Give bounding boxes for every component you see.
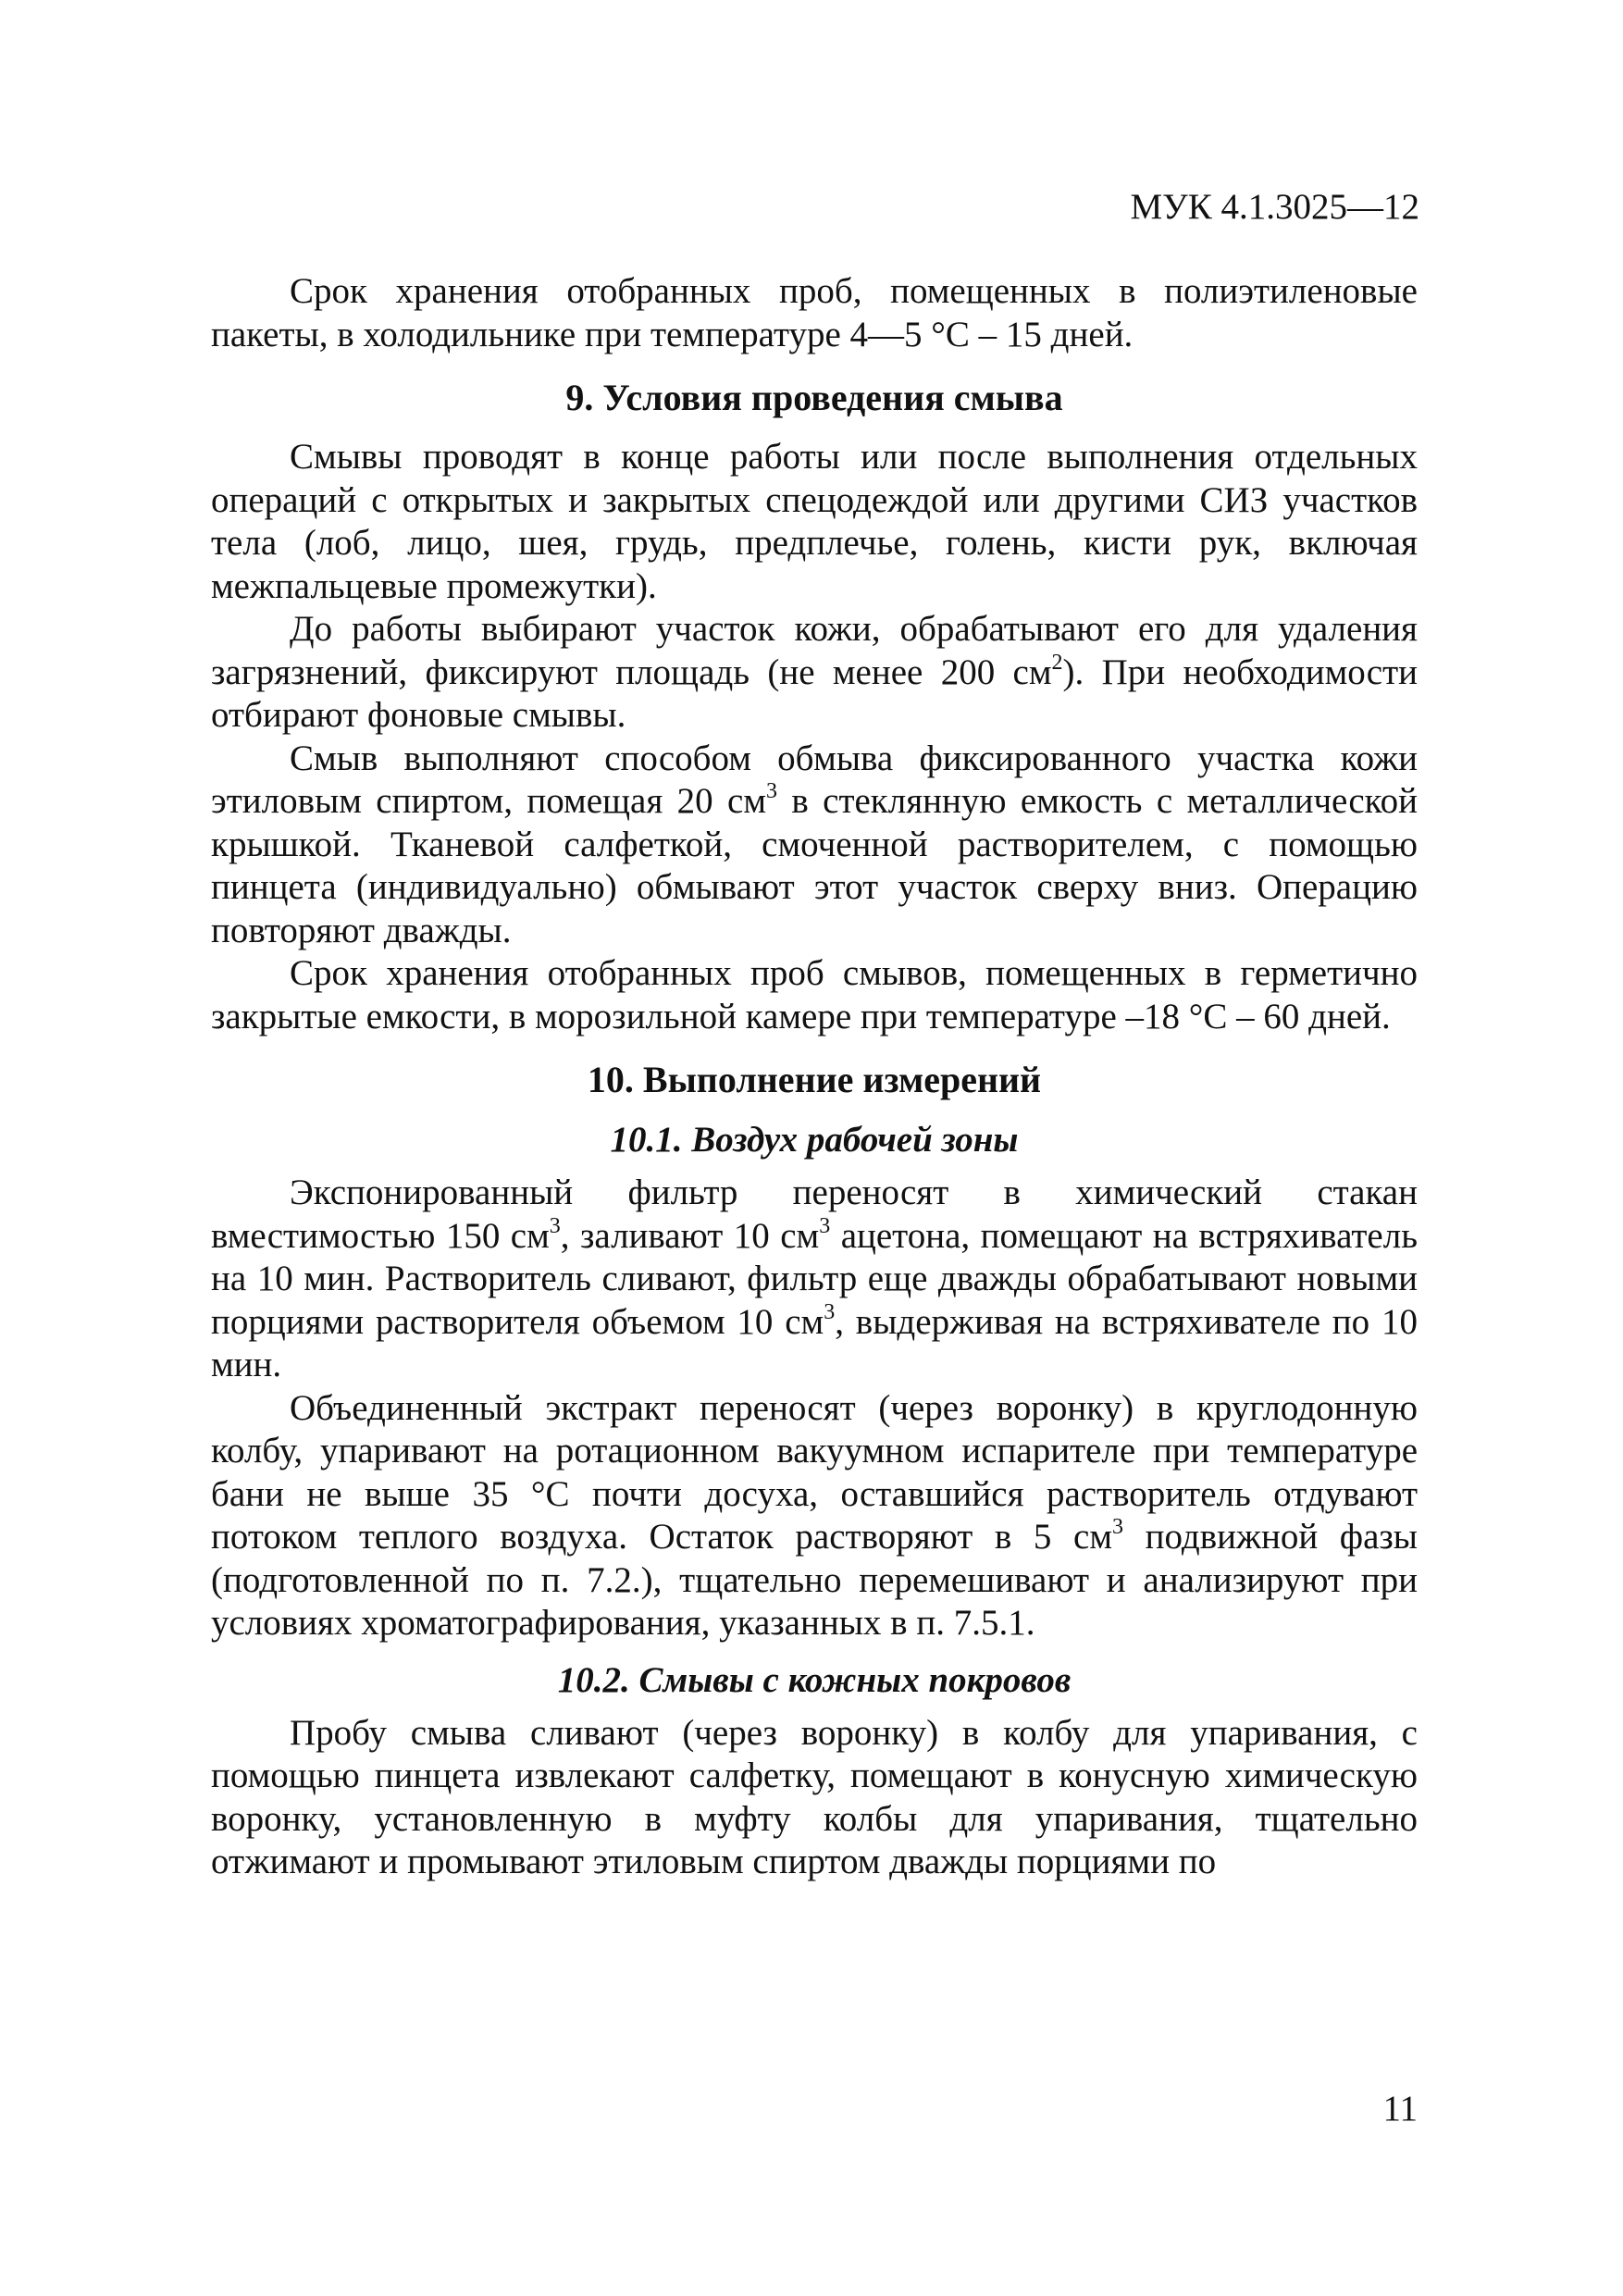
text-span: ). При необходимости отбирают фоновые смывы.: [211, 652, 1418, 735]
document-code: МУК 4.1.3025—12: [1130, 187, 1419, 227]
storage-paragraph: Срок хранения отобранных проб, помещенных в полиэтиленовые пакеты, в холодильнике при температуре 4—5 °С – 15 дней.: [211, 271, 1418, 354]
subsection-10-1-paragraph-1: [211, 1172, 1418, 1387]
superscript: 3: [824, 1299, 836, 1324]
text-span: До работы выбирают участок кожи, обрабатывают его для удаления загрязнений, фиксируют площадь (не менее 200 см: [211, 609, 1418, 692]
subsection-10-2-heading: 10.2. Смывы с кожных покровов: [557, 1659, 1072, 1700]
section-9-paragraph-3: [211, 738, 1418, 953]
text-span: , заливают 10 см: [560, 1215, 820, 1256]
section-9-heading: 9. Условия проведения смыва: [565, 377, 1063, 418]
section-10-heading: 10. Выполнение измерений: [587, 1059, 1042, 1100]
superscript: 3: [766, 779, 777, 803]
subsection-10-1-paragraph-2: [211, 1387, 1418, 1645]
page-body: [211, 270, 1418, 1884]
text-span: подвижной фазы (подготовленной по п. 7.2.), тщательно перемешивают и анализируют при условиях хроматографирования, указанных в п. 7.5.1.: [211, 1517, 1418, 1643]
text-span: в стеклянную емкость с металлической крышкой. Тканевой салфеткой, смоченной растворителем, с помощью пинцета (индивидуально) обмывают этот участок сверху вниз. Операцию повторяют дважды.: [211, 781, 1418, 950]
subsection-10-1-heading: 10.1. Воздух рабочей зоны: [610, 1120, 1019, 1160]
superscript: 3: [549, 1213, 561, 1238]
section-9-paragraph-2: [211, 608, 1418, 738]
page-number: 11: [1382, 2089, 1418, 2128]
text-span: Объединенный экстракт переносят (через воронку) в круглодонную колбу, упаривают на ротационном вакуумном испарителе при температуре бани не выше 35 °С почти досуха, оставшийся растворитель отдувают потоком теплого воздуха. Остаток растворяют в 5 см: [211, 1387, 1418, 1557]
text-span: Смыв выполняют способом обмыва фиксированного участка кожи этиловым спиртом, помещая 20 см: [211, 738, 1418, 821]
superscript: 3: [1112, 1515, 1124, 1539]
text-span: ацетона, помещают на встряхиватель на 10 мин. Растворитель сливают, фильтр еще дважды обрабатывают новыми порциями растворителя объемом 10 см: [211, 1215, 1418, 1342]
superscript: 3: [819, 1213, 831, 1238]
subsection-10-2-paragraph-1: Пробу смыва сливают (через воронку) в колбу для упаривания, с помощью пинцета извлекают салфетку, помещают в конусную химическую воронку, установленную в муфту колбы для упаривания, тщательно отжимают и промывают этиловым спиртом дважды порциями по: [211, 1712, 1418, 1881]
text-span: , выдерживая на встряхивателе по 10 мин.: [211, 1301, 1418, 1384]
section-9-paragraph-1: Смывы проводят в конце работы или после выполнения отдельных операций с открытых и закрытых спецодеждой или другими СИЗ участков тела (лоб, лицо, шея, грудь, предплечье, голень, кисти рук, включая межпальцевые промежутки).: [211, 437, 1418, 606]
superscript: 2: [1051, 650, 1063, 675]
text-span: Экспонированный фильтр переносят в химический стакан вместимостью 150 см: [211, 1173, 1418, 1256]
section-9-paragraph-4: Срок хранения отобранных проб смывов, помещенных в герметично закрытые емкости, в морозильной камере при температуре –18 °С – 60 дней.: [211, 953, 1418, 1036]
